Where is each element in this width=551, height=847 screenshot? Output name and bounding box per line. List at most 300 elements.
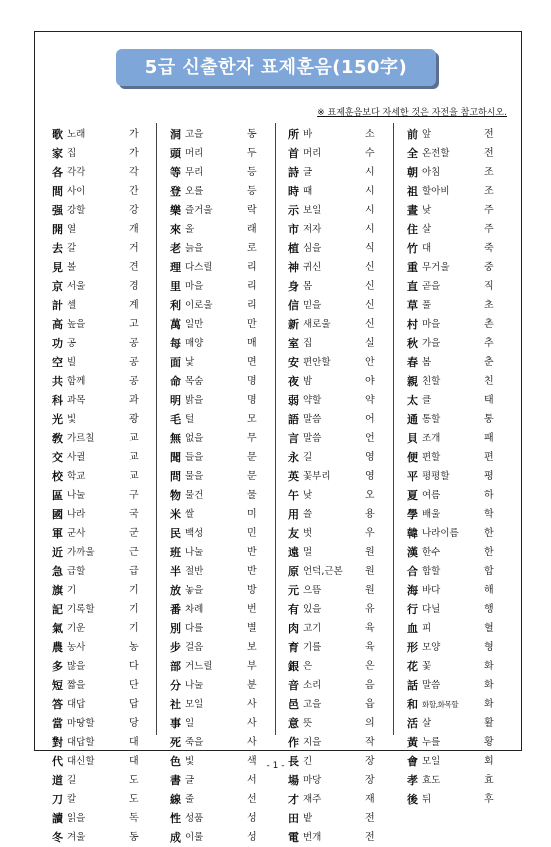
hanja-meaning: 사이: [67, 186, 86, 197]
hanja-sound: 반: [247, 547, 257, 558]
hanja-meaning: 가까울: [67, 547, 95, 558]
hanja-entry: [170, 467, 270, 486]
hanja-sound: 주: [484, 224, 494, 235]
hanja-entry: [407, 277, 507, 296]
hanja-sound: 후: [484, 794, 494, 805]
hanja-character: 共: [52, 375, 63, 388]
hanja-meaning: 고기: [303, 623, 322, 634]
hanja-character: 便: [407, 451, 418, 464]
hanja-sound: 시: [365, 205, 375, 216]
hanja-character: 答: [52, 698, 63, 711]
hanja-sound: 조: [484, 167, 494, 178]
hanja-entry: [288, 163, 388, 182]
hanja-meaning: 말씀: [303, 433, 322, 444]
hanja-character: 班: [170, 546, 181, 559]
hanja-meaning: 풀: [422, 300, 432, 311]
hanja-meaning: 집: [67, 148, 77, 159]
hanja-entry: [288, 315, 388, 334]
hanja-entry: [52, 315, 152, 334]
hanja-meaning: 앞: [422, 129, 432, 140]
hanja-character: 無: [170, 432, 181, 445]
hanja-character: 所: [288, 128, 299, 141]
hanja-sound: 시: [365, 186, 375, 197]
hanja-sound: 반: [247, 566, 257, 577]
hanja-meaning: 집: [303, 338, 313, 349]
hanja-meaning: 누를: [422, 737, 441, 748]
hanja-character: 里: [170, 280, 181, 293]
hanja-sound: 리: [247, 262, 257, 273]
hanja-meaning: 매양: [185, 338, 204, 349]
hanja-meaning: 나라이름: [422, 528, 459, 539]
hanja-entry: [52, 733, 152, 752]
hanja-meaning: 학교: [67, 471, 86, 482]
hanja-character: 植: [288, 242, 299, 255]
hanja-meaning: 조개: [422, 433, 441, 444]
hanja-character: 見: [52, 261, 63, 274]
hanja-character: 秋: [407, 337, 418, 350]
hanja-meaning: 나눌: [67, 490, 86, 501]
hanja-sound: 야: [365, 376, 375, 387]
hanja-meaning: 농사: [67, 642, 86, 653]
hanja-entry: [407, 201, 507, 220]
hanja-entry: [52, 467, 152, 486]
hanja-sound: 문: [247, 452, 257, 463]
hanja-character: 永: [288, 451, 299, 464]
hanja-meaning: 뒤: [422, 794, 432, 805]
hanja-character: 近: [52, 546, 63, 559]
hanja-meaning: 놓을: [185, 585, 204, 596]
hanja-entry: [407, 562, 507, 581]
hanja-character: 民: [170, 527, 181, 540]
hanja-meaning: 대답: [67, 699, 86, 710]
hanja-entry: [170, 372, 270, 391]
hanja-character: 多: [52, 660, 63, 673]
hanja-entry: [407, 543, 507, 562]
hanja-entry: [170, 125, 270, 144]
hanja-meaning: 긴: [303, 756, 313, 767]
hanja-entry: [407, 144, 507, 163]
hanja-sound: 기: [129, 623, 139, 634]
hanja-character: 前: [407, 128, 418, 141]
hanja-character: 邑: [288, 698, 299, 711]
hanja-sound: 행: [484, 604, 494, 615]
hanja-meaning: 많을: [67, 661, 86, 672]
hanja-meaning: 공: [67, 338, 77, 349]
hanja-sound: 통: [484, 414, 494, 425]
hanja-sound: 독: [129, 813, 139, 824]
hanja-entry: [170, 391, 270, 410]
hanja-entry: [288, 391, 388, 410]
hanja-sound: 면: [247, 357, 257, 368]
hanja-sound: 식: [365, 243, 375, 254]
hanja-sound: 선: [247, 794, 257, 805]
hanja-character: 色: [170, 755, 181, 768]
hanja-character: 晝: [407, 204, 418, 217]
hanja-entry: [52, 125, 152, 144]
hanja-sound: 과: [129, 395, 139, 406]
hanja-entry: [52, 201, 152, 220]
hanja-sound: 리: [247, 281, 257, 292]
hanja-character: 夏: [407, 489, 418, 502]
hanja-character: 空: [52, 356, 63, 369]
hanja-sound: 주: [484, 205, 494, 216]
hanja-sound: 음: [365, 680, 375, 691]
hanja-entry: [170, 163, 270, 182]
hanja-sound: 조: [484, 186, 494, 197]
hanja-character: 冬: [52, 831, 63, 844]
hanja-entry: [170, 638, 270, 657]
hanja-sound: 신: [365, 281, 375, 292]
hanja-meaning: 절반: [185, 566, 204, 577]
hanja-meaning: 있을: [303, 604, 322, 615]
hanja-character: 育: [288, 641, 299, 654]
hanja-meaning: 길: [303, 452, 313, 463]
hanja-meaning: 각각: [67, 167, 86, 178]
hanja-character: 言: [288, 432, 299, 445]
hanja-entry: [52, 448, 152, 467]
hanja-character: 弱: [288, 394, 299, 407]
hanja-sound: 번: [247, 604, 257, 615]
hanja-sound: 공: [129, 376, 139, 387]
hanja-character: 市: [288, 223, 299, 236]
hanja-meaning: 말씀: [422, 680, 441, 691]
hanja-sound: 원: [365, 585, 375, 596]
hanja-entry: [407, 524, 507, 543]
hanja-entry: [407, 334, 507, 353]
hanja-meaning: 은: [303, 661, 313, 672]
hanja-entry: [407, 258, 507, 277]
hanja-sound: 우: [365, 528, 375, 539]
hanja-entry: [407, 657, 507, 676]
hanja-character: 道: [52, 774, 63, 787]
hanja-meaning: 마당: [303, 775, 322, 786]
hanja-entry: [407, 676, 507, 695]
hanja-sound: 육: [365, 642, 375, 653]
hanja-entry: [52, 334, 152, 353]
hanja-entry: [52, 144, 152, 163]
hanja-character: 科: [52, 394, 63, 407]
hanja-entry: [170, 277, 270, 296]
hanja-entry: [170, 619, 270, 638]
hanja-meaning: 쓸: [303, 509, 313, 520]
hanja-meaning: 심을: [303, 243, 322, 254]
hanja-character: 貝: [407, 432, 418, 445]
hanja-entry: [52, 220, 152, 239]
hanja-sound: 사: [247, 737, 257, 748]
hanja-sound: 군: [129, 528, 139, 539]
hanja-entry: [52, 619, 152, 638]
hanja-entry: [52, 562, 152, 581]
hanja-character: 全: [407, 147, 418, 160]
hanja-character: 線: [170, 793, 181, 806]
hanja-entry: [52, 239, 152, 258]
hanja-meaning: 모일: [422, 756, 441, 767]
hanja-sound: 오: [365, 490, 375, 501]
hanja-entry: [52, 809, 152, 828]
hanja-sound: 물: [247, 490, 257, 501]
hanja-entry: [288, 296, 388, 315]
hanja-sound: 래: [247, 224, 257, 235]
hanja-sound: 각: [129, 167, 139, 178]
title-banner: [116, 49, 436, 86]
hanja-entry: [288, 581, 388, 600]
hanja-character: 來: [170, 223, 181, 236]
hanja-meaning: 짧을: [67, 680, 86, 691]
hanja-entry: [170, 562, 270, 581]
hanja-entry: [170, 334, 270, 353]
hanja-sound: 부: [247, 661, 257, 672]
hanja-entry: [288, 201, 388, 220]
hanja-meaning: 밤: [303, 376, 313, 387]
hanja-meaning: 모양: [422, 642, 441, 653]
hanja-sound: 한: [484, 528, 494, 539]
hanja-meaning: 평평할: [422, 471, 450, 482]
hanja-character: 活: [407, 717, 418, 730]
hanja-entry: [170, 714, 270, 733]
hanja-meaning: 백성: [185, 528, 204, 539]
hanja-character: 首: [288, 147, 299, 160]
hanja-meaning: 대답할: [67, 737, 95, 748]
hanja-sound: 근: [129, 547, 139, 558]
hanja-entry: [170, 353, 270, 372]
hanja-meaning: 이로울: [185, 300, 213, 311]
hanja-entry: [407, 486, 507, 505]
hanja-character: 等: [170, 166, 181, 179]
hanja-sound: 합: [484, 566, 494, 577]
hanja-character: 元: [288, 584, 299, 597]
hanja-meaning: 뜻: [303, 718, 313, 729]
hanja-entry: [288, 467, 388, 486]
hanja-sound: 태: [484, 395, 494, 406]
hanja-character: 計: [52, 299, 63, 312]
hanja-column-2: [170, 125, 270, 847]
hanja-sound: 혈: [484, 623, 494, 634]
hanja-sound: 매: [247, 338, 257, 349]
hanja-character: 信: [288, 299, 299, 312]
hanja-sound: 가: [129, 148, 139, 159]
hanja-sound: 화: [484, 661, 494, 672]
hanja-meaning: 한수: [422, 547, 441, 558]
hanja-entry: [52, 429, 152, 448]
hanja-entry: [407, 448, 507, 467]
hanja-character: 利: [170, 299, 181, 312]
hanja-sound: 약: [365, 395, 375, 406]
hanja-character: 肉: [288, 622, 299, 635]
hanja-character: 成: [170, 831, 181, 844]
hanja-sound: 경: [129, 281, 139, 292]
hanja-meaning: 이룰: [185, 832, 204, 843]
hanja-meaning: 바: [303, 129, 313, 140]
hanja-character: 刀: [52, 793, 63, 806]
hanja-sound: 문: [247, 471, 257, 482]
hanja-meaning: 말씀: [303, 414, 322, 425]
hanja-sound: 계: [129, 300, 139, 311]
hanja-entry: [288, 657, 388, 676]
hanja-entry: [170, 828, 270, 847]
hanja-sound: 보: [247, 642, 257, 653]
hanja-sound: 형: [484, 642, 494, 653]
hanja-character: 親: [407, 375, 418, 388]
hanja-character: 詩: [288, 166, 299, 179]
hanja-character: 用: [288, 508, 299, 521]
hanja-entry: [407, 695, 507, 714]
hanja-sound: 무: [247, 433, 257, 444]
hanja-column-3: [288, 125, 388, 847]
hanja-sound: 학: [484, 509, 494, 520]
hanja-entry: [52, 391, 152, 410]
hanja-sound: 활: [484, 718, 494, 729]
hanja-character: 功: [52, 337, 63, 350]
hanja-character: 遠: [288, 546, 299, 559]
hanja-meaning: 강할: [67, 205, 86, 216]
hanja-entry: [407, 619, 507, 638]
hanja-character: 萬: [170, 318, 181, 331]
hanja-entry: [407, 125, 507, 144]
hanja-sound: 동: [247, 129, 257, 140]
column-divider: [393, 123, 394, 735]
hanja-entry: [407, 353, 507, 372]
hanja-meaning: 빌: [67, 357, 77, 368]
hanja-entry: [288, 809, 388, 828]
hanja-meaning: 멀: [303, 547, 313, 558]
hanja-sound: 공: [129, 338, 139, 349]
hanja-character: 漢: [407, 546, 418, 559]
hanja-character: 番: [170, 603, 181, 616]
hanja-sound: 유: [365, 604, 375, 615]
hanja-meaning: 살: [422, 718, 432, 729]
hanja-meaning: 클: [422, 395, 432, 406]
hanja-sound: 교: [129, 452, 139, 463]
hanja-meaning: 성품: [185, 813, 204, 824]
hanja-entry: [52, 524, 152, 543]
hanja-entry: [288, 334, 388, 353]
hanja-character: 話: [407, 679, 418, 692]
hanja-sound: 등: [247, 167, 257, 178]
hanja-character: 讀: [52, 812, 63, 825]
hanja-meaning: 올: [185, 224, 195, 235]
hanja-meaning: 낯: [185, 357, 195, 368]
hanja-entry: [52, 714, 152, 733]
hanja-sound: 두: [247, 148, 257, 159]
hanja-character: 高: [52, 318, 63, 331]
hanja-meaning: 일만: [185, 319, 204, 330]
column-divider: [275, 123, 276, 735]
hanja-character: 通: [407, 413, 418, 426]
hanja-meaning: 편할: [422, 452, 441, 463]
hanja-entry: [170, 543, 270, 562]
hanja-meaning: 저자: [303, 224, 322, 235]
hanja-character: 事: [170, 717, 181, 730]
hanja-entry: [407, 429, 507, 448]
hanja-meaning: 낮: [422, 205, 432, 216]
hanja-sound: 장: [365, 756, 375, 767]
hanja-meaning: 귀신: [303, 262, 322, 273]
hanja-sound: 교: [129, 433, 139, 444]
hanja-entry: [170, 695, 270, 714]
hanja-sound: 거: [129, 243, 139, 254]
hanja-character: 部: [170, 660, 181, 673]
hanja-entry: [407, 714, 507, 733]
hanja-meaning: 칼: [67, 794, 77, 805]
hanja-sound: 명: [247, 376, 257, 387]
hanja-entry: [407, 581, 507, 600]
hanja-entry: [170, 505, 270, 524]
hanja-character: 孝: [407, 774, 418, 787]
hanja-entry: [288, 790, 388, 809]
hanja-sound: 추: [484, 338, 494, 349]
hanja-meaning: 으뜸: [303, 585, 322, 596]
hanja-meaning: 물건: [185, 490, 204, 501]
hanja-character: 行: [407, 603, 418, 616]
hanja-character: 區: [52, 489, 63, 502]
hanja-sound: 락: [247, 205, 257, 216]
hanja-sound: 민: [247, 528, 257, 539]
hanja-character: 合: [407, 565, 418, 578]
hanja-meaning: 오를: [185, 186, 204, 197]
hanja-sound: 장: [365, 775, 375, 786]
hanja-entry: [170, 733, 270, 752]
hanja-meaning: 밝을: [185, 395, 204, 406]
page-frame: [34, 31, 522, 844]
hanja-character: 電: [288, 831, 299, 844]
hanja-character: 老: [170, 242, 181, 255]
hanja-character: 急: [52, 565, 63, 578]
hanja-character: 安: [288, 356, 299, 369]
hanja-entry: [288, 220, 388, 239]
hanja-meaning: 걸음: [185, 642, 204, 653]
hanja-character: 草: [407, 299, 418, 312]
hanja-sound: 당: [129, 718, 139, 729]
hanja-meaning: 빛: [67, 414, 77, 425]
hanja-sound: 신: [365, 262, 375, 273]
hanja-meaning: 여름: [422, 490, 441, 501]
hanja-sound: 별: [247, 623, 257, 634]
hanja-entry: [407, 410, 507, 429]
hanja-character: 旗: [52, 584, 63, 597]
hanja-meaning: 새로울: [303, 319, 331, 330]
hanja-meaning: 친할: [422, 376, 441, 387]
hanja-character: 分: [170, 679, 181, 692]
hanja-character: 去: [52, 242, 63, 255]
hanja-sound: 사: [247, 699, 257, 710]
hanja-entry: [288, 676, 388, 695]
hanja-entry: [407, 600, 507, 619]
hanja-character: 洞: [170, 128, 181, 141]
hanja-character: 每: [170, 337, 181, 350]
hanja-sound: 효: [484, 775, 494, 786]
hanja-meaning: 다를: [185, 623, 204, 634]
hanja-sound: 영: [365, 452, 375, 463]
hanja-character: 意: [288, 717, 299, 730]
hanja-sound: 작: [365, 737, 375, 748]
hanja-character: 血: [407, 622, 418, 635]
hanja-meaning: 물을: [185, 471, 204, 482]
hanja-character: 頭: [170, 147, 181, 160]
hanja-meaning: 노래: [67, 129, 86, 140]
hanja-meaning: 읽을: [67, 813, 86, 824]
hanja-character: 村: [407, 318, 418, 331]
hanja-meaning: 소리: [303, 680, 322, 691]
hanja-entry: [170, 657, 270, 676]
hanja-entry: [407, 790, 507, 809]
reference-note: ※ 표제훈음보다 자세한 것은 자전을 참고하시오.: [317, 108, 507, 118]
hanja-entry: [288, 600, 388, 619]
hanja-entry: [407, 505, 507, 524]
hanja-meaning: 꽃부리: [303, 471, 331, 482]
hanja-entry: [52, 353, 152, 372]
hanja-sound: 안: [365, 357, 375, 368]
hanja-sound: 육: [365, 623, 375, 634]
